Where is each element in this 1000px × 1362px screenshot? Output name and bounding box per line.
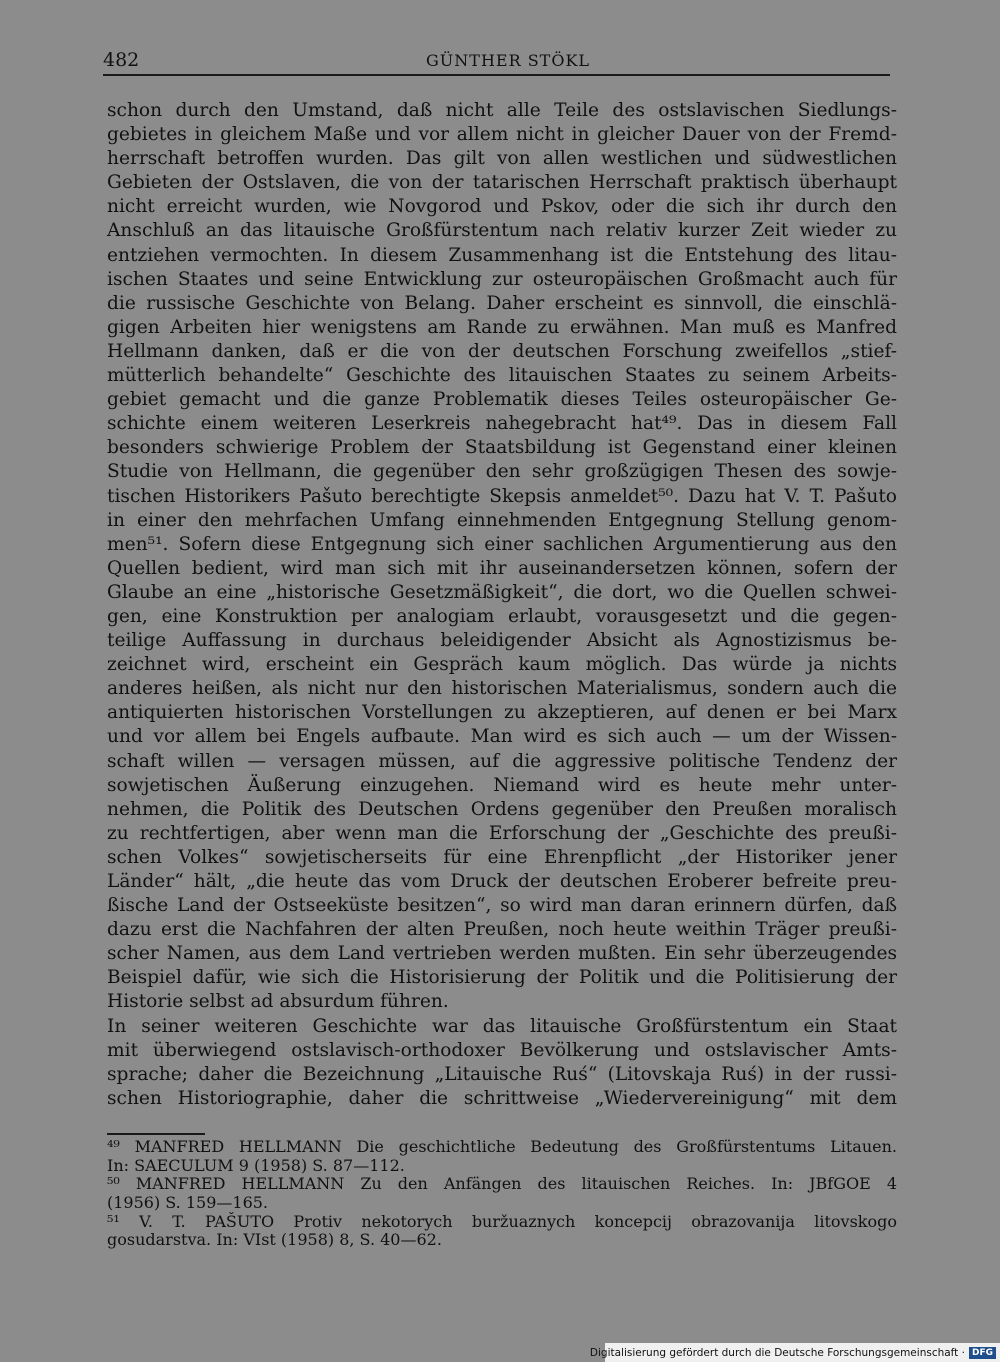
text-line: ßische Land der Ostseeküste besitzen“, so wird man daran erinnern dürfen, daß: [107, 895, 897, 917]
text-line: nehmen, die Politik des Deutschen Ordens gegenüber den Preußen moralisch: [107, 798, 897, 820]
body-text: [107, 99, 897, 1111]
dfg-logo-icon: DFG: [969, 1347, 996, 1359]
text-line: gigen Arbeiten hier wenigstens am Rande zu erwähnen. Man muß es Manfred: [107, 316, 897, 338]
text-line: gebietes in gleichem Maße und vor allem nicht in gleicher Dauer von der Fremd-: [107, 124, 897, 146]
text-line: zu rechtfertigen, aber wenn man die Erforschung der „Geschichte des preußi-: [107, 822, 897, 844]
text-line: sowjetischen Äußerung einzugehen. Niemand wird es heute mehr unter-: [107, 774, 897, 796]
text-line: Historie selbst ad absurdum führen.: [107, 991, 449, 1013]
footnotes: [107, 1138, 897, 1250]
text-line: mütterlich behandelte“ Geschichte des litauischen Staates zu seinem Arbeits-: [107, 365, 897, 387]
text-line: herrschaft betroffen wurden. Das gilt von allen westlichen und südwestlichen: [107, 148, 897, 170]
page-number: 482: [103, 49, 140, 71]
footnote-line: (1956) S. 159—165.: [107, 1193, 269, 1213]
text-line: gen, eine Konstruktion per analogiam erlaubt, vorausgesetzt und die gegen-: [107, 605, 897, 627]
footer-credit: Digitalisierung gefördert durch die Deutsche Forschungsgemeinschaft ·: [589, 1346, 965, 1359]
text-line: und vor allem bei Engels aufbaute. Man wird es sich auch — um der Wissen-: [107, 726, 897, 748]
text-line: Länder“ hält, „die heute das vom Druck der deutschen Eroberer befreite preu-: [107, 871, 897, 892]
text-line: Gebieten der Ostslaven, die von der tatarischen Herrschaft praktisch überhaupt: [107, 172, 897, 194]
text-line: Anschluß an das litauische Großfürstentum nach relativ kurzer Zeit wieder zu: [107, 220, 897, 242]
text-line: antiquierten historischen Vorstellungen zu akzeptieren, auf denen er bei Marx: [107, 702, 897, 724]
text-line: Quellen bedient, wird man sich mit ihr auseinandersetzen können, sofern der: [107, 557, 897, 579]
text-line: sprache; daher die Bezeichnung „Litauische Ruś“ (Litovskaja Ruś) in der russi-: [107, 1063, 897, 1085]
text-line: entziehen vermochten. In diesem Zusammenhang ist die Entstehung des litau-: [107, 244, 897, 266]
text-line: Beispiel dafür, wie sich die Historisierung der Politik und die Politisierung der: [107, 967, 897, 989]
footnote-line: ⁴⁹ MANFRED HELLMANN Die geschichtliche Bedeutung des Großfürstentums Litauen.: [107, 1137, 897, 1156]
text-line: dazu erst die Nachfahren der alten Preußen, noch heute weithin Träger preußi-: [107, 919, 897, 941]
page-header: [103, 48, 890, 76]
text-line: men⁵¹. Sofern diese Entgegnung sich einer sachlichen Argumentierung aus den: [107, 533, 897, 555]
text-line: schen Historiographie, daher die schrittweise „Wiedervereinigung“ mit dem: [107, 1087, 897, 1109]
text-line: gebiet gemacht und die ganze Problematik dieses Teiles osteuropäischer Ge-: [107, 389, 897, 411]
text-line: Hellmann danken, daß er die von der deutschen Forschung zweifellos „stief-: [107, 340, 897, 362]
text-line: anderes heißen, als nicht nur den historischen Materialismus, sondern auch die: [107, 678, 897, 700]
text-line: schichte einem weiteren Leserkreis nahegebracht hat⁴⁹. Das in diesem Fall: [107, 413, 897, 435]
text-line: in einer den mehrfachen Umfang einnehmenden Entgegnung Stellung genom-: [107, 509, 897, 531]
text-line: teilige Auffassung in durchaus beleidigender Absicht als Agnostizismus be-: [107, 630, 897, 652]
text-line: mit überwiegend ostslavisch-orthodoxer Bevölkerung und ostslavischer Amts-: [107, 1039, 897, 1061]
footnote-line: ⁵⁰ MANFRED HELLMANN Zu den Anfängen des litauischen Reiches. In: JBfGOE 4: [107, 1174, 897, 1194]
text-line: zeichnet wird, erscheint ein Gespräch kaum möglich. Das würde ja nichts: [107, 654, 897, 676]
text-line: scher Namen, aus dem Land vertrieben werden mußten. Ein sehr überzeugendes: [107, 943, 897, 965]
text-line: In seiner weiteren Geschichte war das litauische Großfürstentum ein Staat: [107, 1015, 897, 1037]
text-line: nicht erreicht wurden, wie Novgorod und Pskov, oder die sich ihr durch den: [107, 196, 897, 218]
text-line: die russische Geschichte von Belang. Daher erscheint es sinnvoll, die einschlä-: [107, 292, 897, 314]
text-line: ischen Staates und seine Entwicklung zur osteuropäischen Großmacht auch für: [107, 268, 897, 290]
text-line: schon durch den Umstand, daß nicht alle Teile des ostslavischen Siedlungs-: [107, 100, 897, 121]
footnote-line: In: SAECULUM 9 (1958) S. 87—112.: [107, 1155, 405, 1175]
text-line: Studie von Hellmann, die gegenüber den sehr großzügigen Thesen des sowje-: [107, 461, 897, 483]
running-head: GÜNTHER STÖKL: [426, 51, 591, 70]
text-line: tischen Historikers Pašuto berechtigte Skepsis anmeldet⁵⁰. Dazu hat V. T. Pašuto: [107, 485, 897, 507]
text-line: besonders schwierige Problem der Staatsbildung ist Gegenstand einer kleinen: [107, 437, 897, 459]
text-line: schen Volkes“ sowjetischerseits für eine Ehrenpflicht „der Historiker jener: [107, 846, 897, 868]
footnote-line: ⁵¹ V. T. PAŠUTO Protiv nekotorych buržuaznych koncepcij obrazovanija litovskogo: [107, 1211, 897, 1231]
text-line: Glaube an eine „historische Gesetzmäßigkeit“, die dort, wo die Quellen schwei-: [107, 581, 897, 603]
footnote-line: gosudarstva. In: VIst (1958) 8, S. 40—62.: [107, 1230, 442, 1250]
footnote-divider: [107, 1133, 205, 1135]
digitization-footer: [589, 1343, 1000, 1362]
text-line: schaft willen — versagen müssen, auf die aggressive politische Tendenz der: [107, 750, 897, 772]
